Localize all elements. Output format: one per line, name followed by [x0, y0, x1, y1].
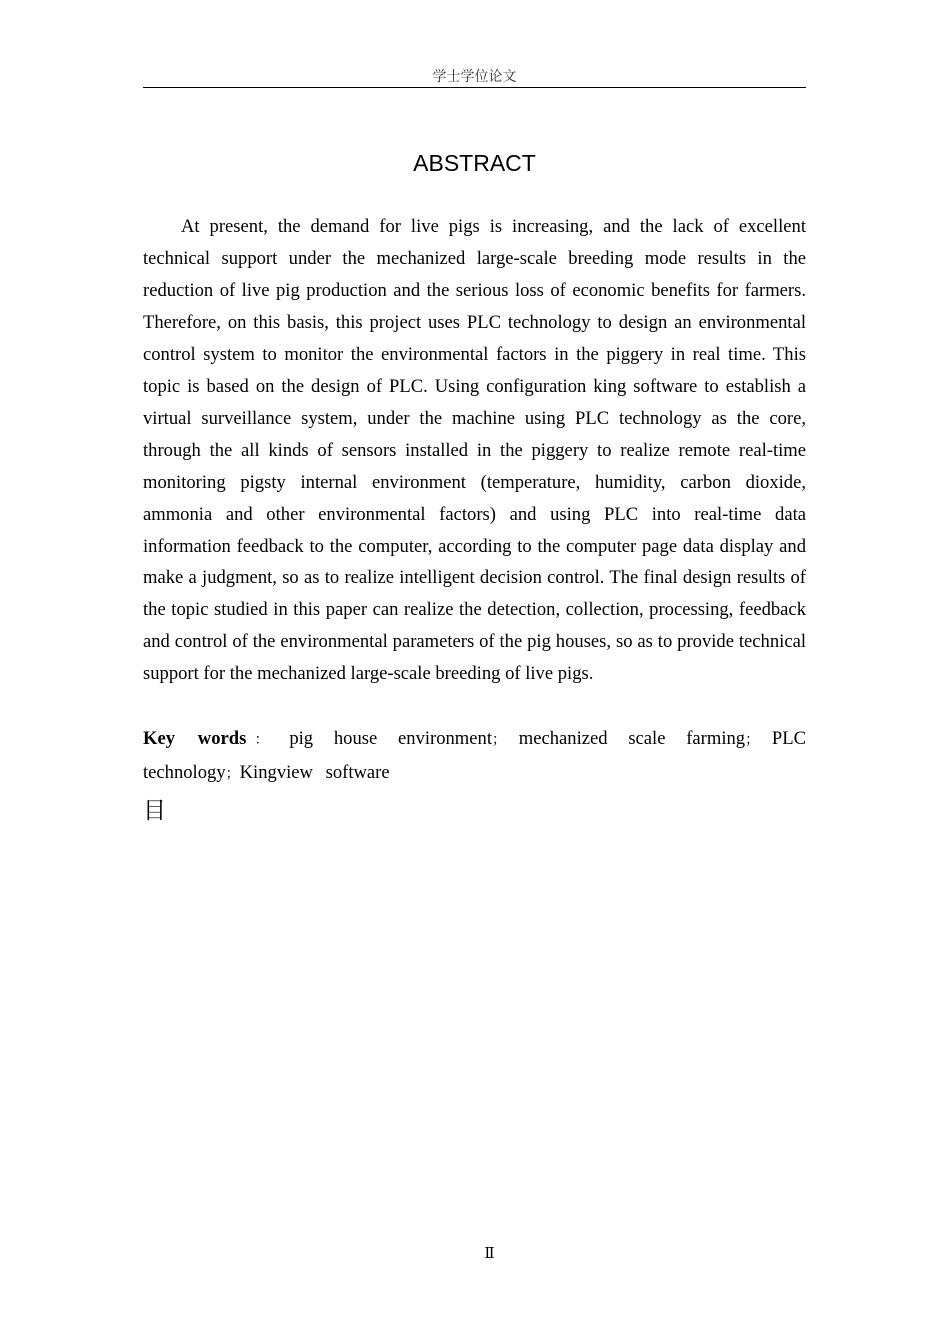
running-header: 学士学位论文: [143, 66, 806, 88]
keyword-item: mechanized scale farming: [518, 728, 746, 749]
keywords-label-separator: ：: [246, 732, 277, 748]
abstract-title: ABSTRACT: [413, 150, 536, 176]
page-number: Ⅱ: [484, 1246, 495, 1262]
keyword-separator: ；: [492, 732, 506, 748]
abstract-body: At present, the demand for live pigs is increasing, and the lack of excellent technical support under the mechanized large-scale breeding mode results in the reduction of live pig production and the serious loss of economic benefits for farmers. Therefore, on this basis, this project uses PLC technology to design an environmental control system to monitor the environmental factors in the piggery in real time. This topic is based on the design of PLC. Using configuration king software to establish a virtual surveillance system, under the machine using PLC technology as the core, through the all kinds of sensors installed in the piggery to realize remote real-time monitoring pigsty internal environment (temperature, humidity, carbon dioxide, ammonia and other environmental factors) and using PLC into real-time data information feedback to the computer, according to the computer page data display and make a judgment, so as to realize intelligent decision control. The final design results of the topic studied in this paper can realize the detection, collection, processing, feedback and control of the environmental parameters of the pig houses, so as to provide technical support for the mechanized large-scale breeding of live pigs.: [143, 216, 806, 685]
keyword-item: Kingview software: [239, 761, 390, 783]
keywords-paragraph: [143, 723, 806, 791]
keyword-item: PLC technology: [143, 728, 806, 783]
keyword-separator: ；: [225, 765, 240, 782]
keyword-separator: ；: [745, 732, 760, 748]
toc-heading: 目: [143, 798, 166, 824]
keyword-item: pig house environment: [289, 728, 492, 749]
keywords-label: Key words: [143, 728, 247, 749]
